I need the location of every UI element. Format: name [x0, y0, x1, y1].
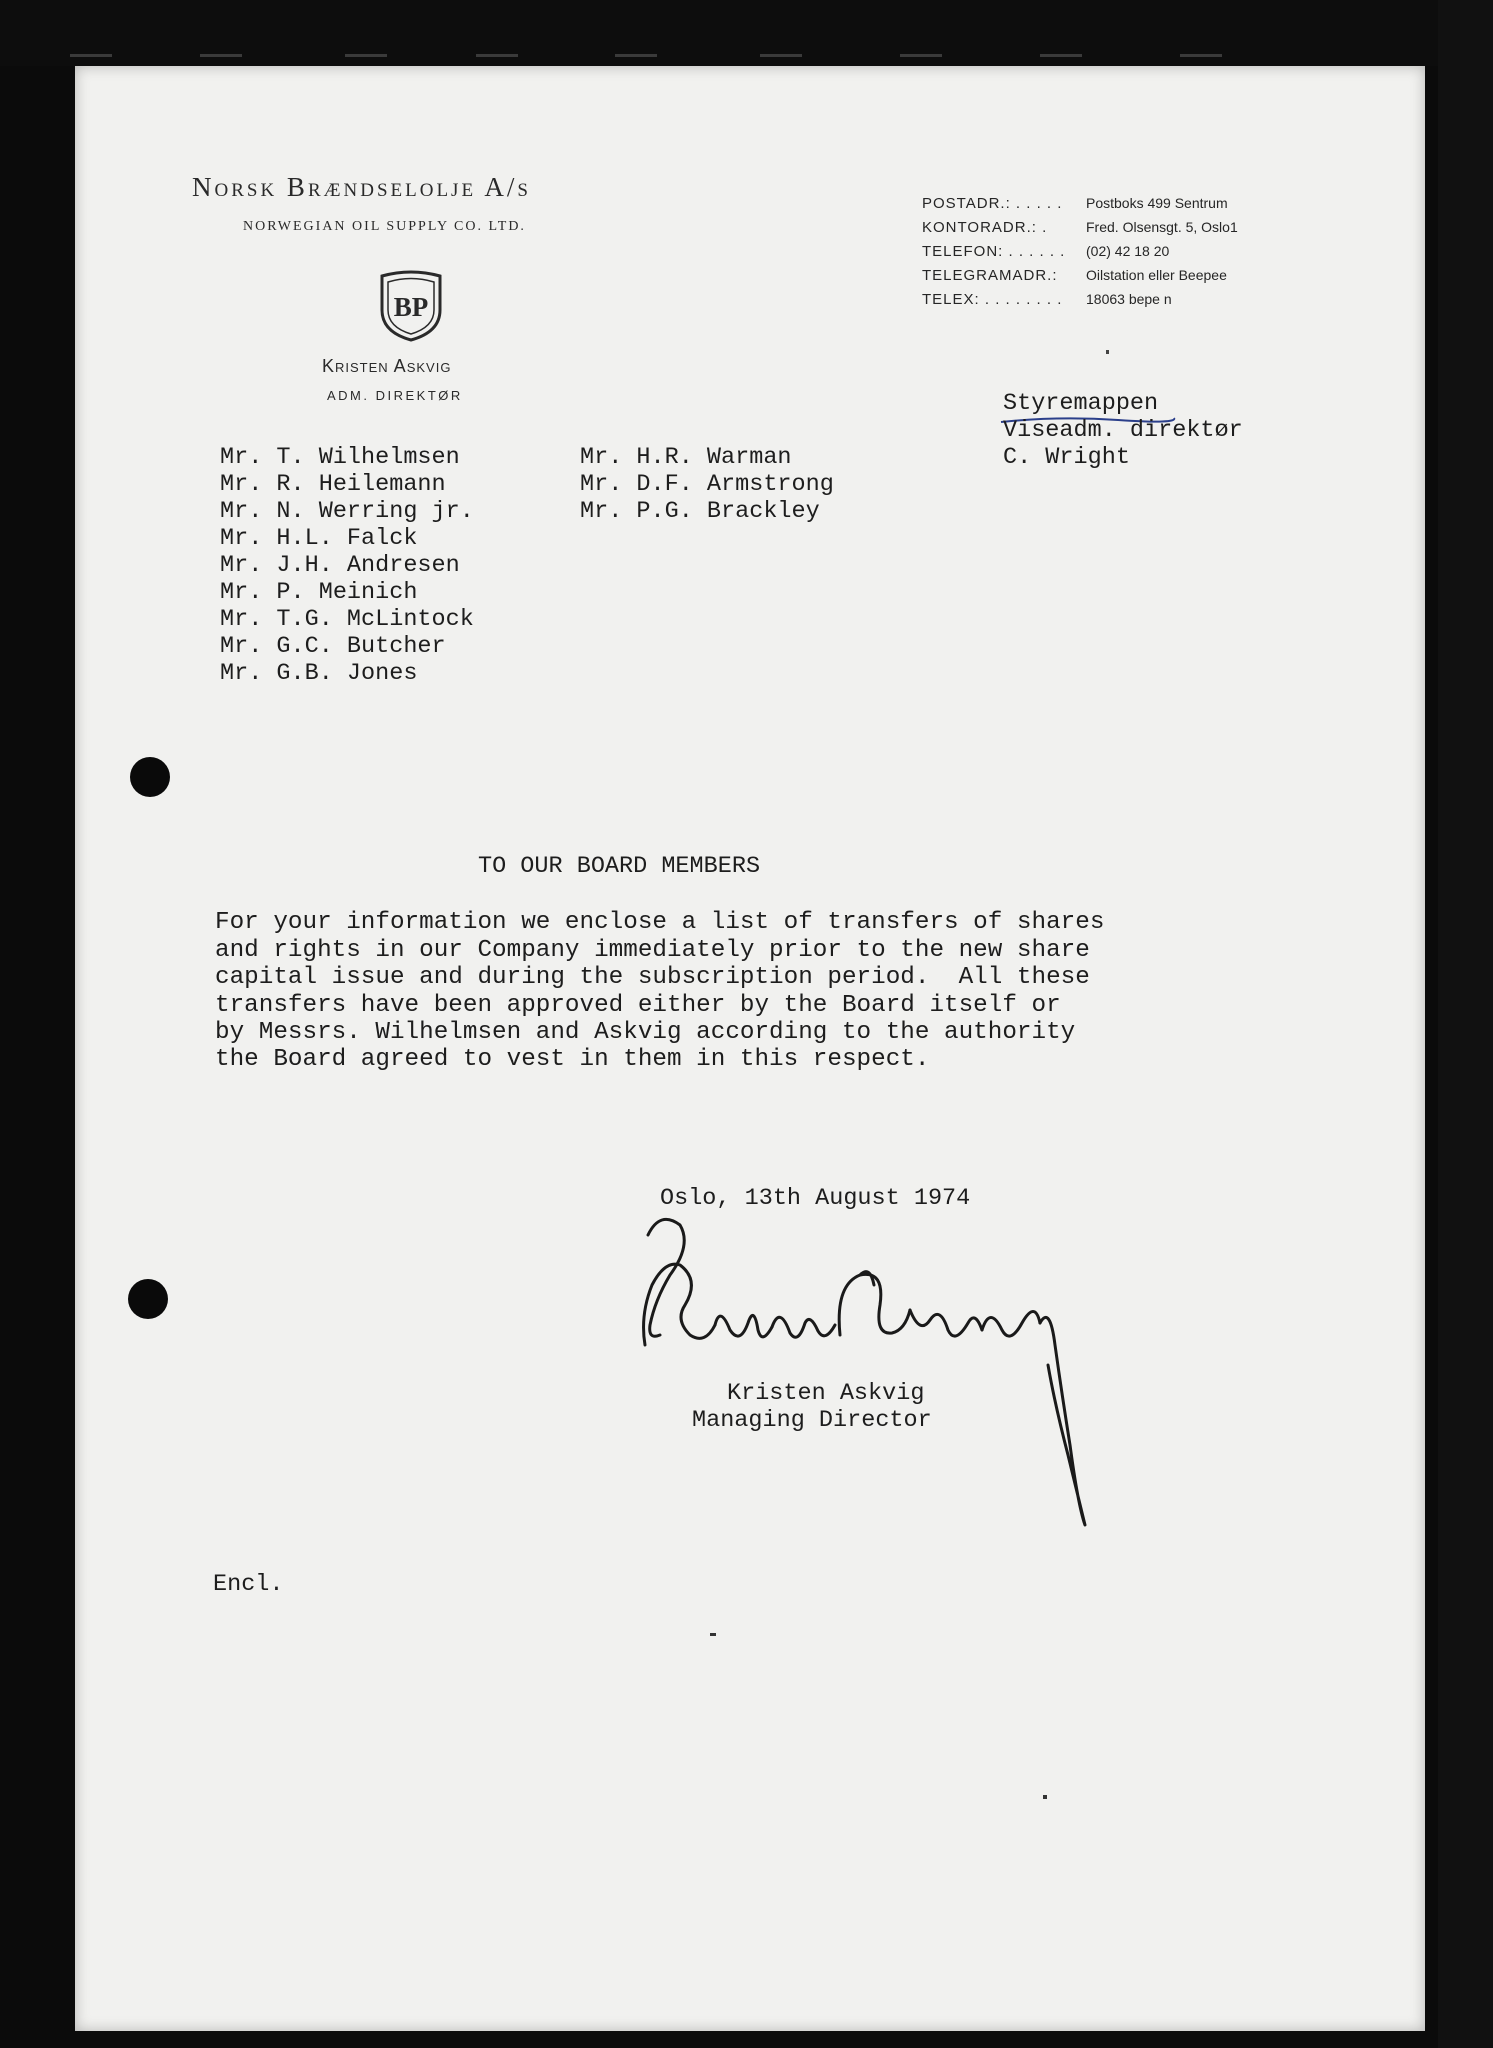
routing-line-styremappen: Styremappen — [1003, 390, 1159, 417]
recipient-left: Mr. H.L. Falck — [220, 525, 418, 552]
signature-name: Kristen Askvig — [727, 1380, 925, 1407]
contact-label: TELEX: . . . . . . . . — [922, 291, 1063, 308]
contact-label: POSTADR.: . . . . . — [922, 195, 1063, 212]
scan-edge-mark — [70, 54, 112, 57]
scan-edge-mark — [345, 54, 387, 57]
contact-label: TELEGRAMADR.: — [922, 267, 1058, 284]
contact-value: (02) 42 18 20 — [1086, 243, 1170, 259]
recipient-left: Mr. G.B. Jones — [220, 660, 418, 687]
letter-date: Oslo, 13th August 1974 — [660, 1185, 971, 1212]
scan-speck — [710, 1633, 716, 1636]
body-line: transfers have been approved either by the Board itself or — [215, 992, 1061, 1019]
contact-label: TELEFON: . . . . . . — [922, 243, 1066, 260]
recipient-left: Mr. P. Meinich — [220, 579, 418, 606]
scan-edge-mark — [760, 54, 802, 57]
bp-shield-icon — [374, 270, 448, 344]
recipient-left: Mr. T. Wilhelmsen — [220, 444, 460, 471]
body-line: by Messrs. Wilhelmsen and Askvig according to the authority — [215, 1019, 1076, 1046]
body-line: For your information we enclose a list of transfers of shares — [215, 909, 1105, 936]
scan-top-border — [0, 0, 1493, 66]
routing-line-wright: C. Wright — [1003, 444, 1130, 471]
scan-edge-mark — [200, 54, 242, 57]
body-line: the Board agreed to vest in them in this respect. — [215, 1046, 930, 1073]
letterhead-person-title: ADM. DIREKTØR — [327, 388, 463, 403]
recipient-left: Mr. N. Werring jr. — [220, 498, 474, 525]
recipient-right: Mr. P.G. Brackley — [580, 498, 820, 525]
scan-edge-mark — [476, 54, 518, 57]
signature-title: Managing Director — [692, 1407, 932, 1434]
bp-logo — [374, 270, 448, 344]
recipient-right: Mr. H.R. Warman — [580, 444, 792, 471]
body-line: capital issue and during the subscription period. All these — [215, 964, 1090, 991]
scan-right-border — [1438, 0, 1493, 2048]
body-line: and rights in our Company immediately prior to the new share — [215, 937, 1090, 964]
letter-heading: TO OUR BOARD MEMBERS — [478, 853, 761, 880]
recipient-left: Mr. R. Heilemann — [220, 471, 446, 498]
recipient-right: Mr. D.F. Armstrong — [580, 471, 834, 498]
scan-edge-mark — [1180, 54, 1222, 57]
handwritten-signature — [630, 1205, 1100, 1540]
contact-value: Fred. Olsensgt. 5, Oslo1 — [1086, 219, 1238, 235]
scan-edge-mark — [615, 54, 657, 57]
company-subtitle: NORWEGIAN OIL SUPPLY CO. LTD. — [243, 219, 526, 234]
contact-label: KONTORADR.: . — [922, 219, 1048, 236]
recipient-left: Mr. G.C. Butcher — [220, 633, 446, 660]
scan-speck — [1106, 350, 1109, 354]
scan-speck — [1043, 1795, 1047, 1799]
punch-hole-upper — [130, 757, 170, 797]
enclosure-note: Encl. — [213, 1571, 284, 1598]
letterhead-person-name: Kristen Askvig — [322, 356, 452, 376]
contact-value: 18063 bepe n — [1086, 291, 1172, 307]
contact-value: Postboks 499 Sentrum — [1086, 195, 1228, 211]
contact-value: Oilstation eller Beepee — [1086, 267, 1227, 283]
company-name: Norsk Brændselolje A/s — [192, 172, 531, 202]
scan-edge-mark — [1040, 54, 1082, 57]
recipient-left: Mr. T.G. McLintock — [220, 606, 474, 633]
routing-line-viseadm: Viseadm. direktør — [1003, 417, 1243, 444]
punch-hole-lower — [128, 1279, 168, 1319]
recipient-left: Mr. J.H. Andresen — [220, 552, 460, 579]
bp-logo-text: BP — [393, 292, 429, 322]
scan-edge-mark — [900, 54, 942, 57]
